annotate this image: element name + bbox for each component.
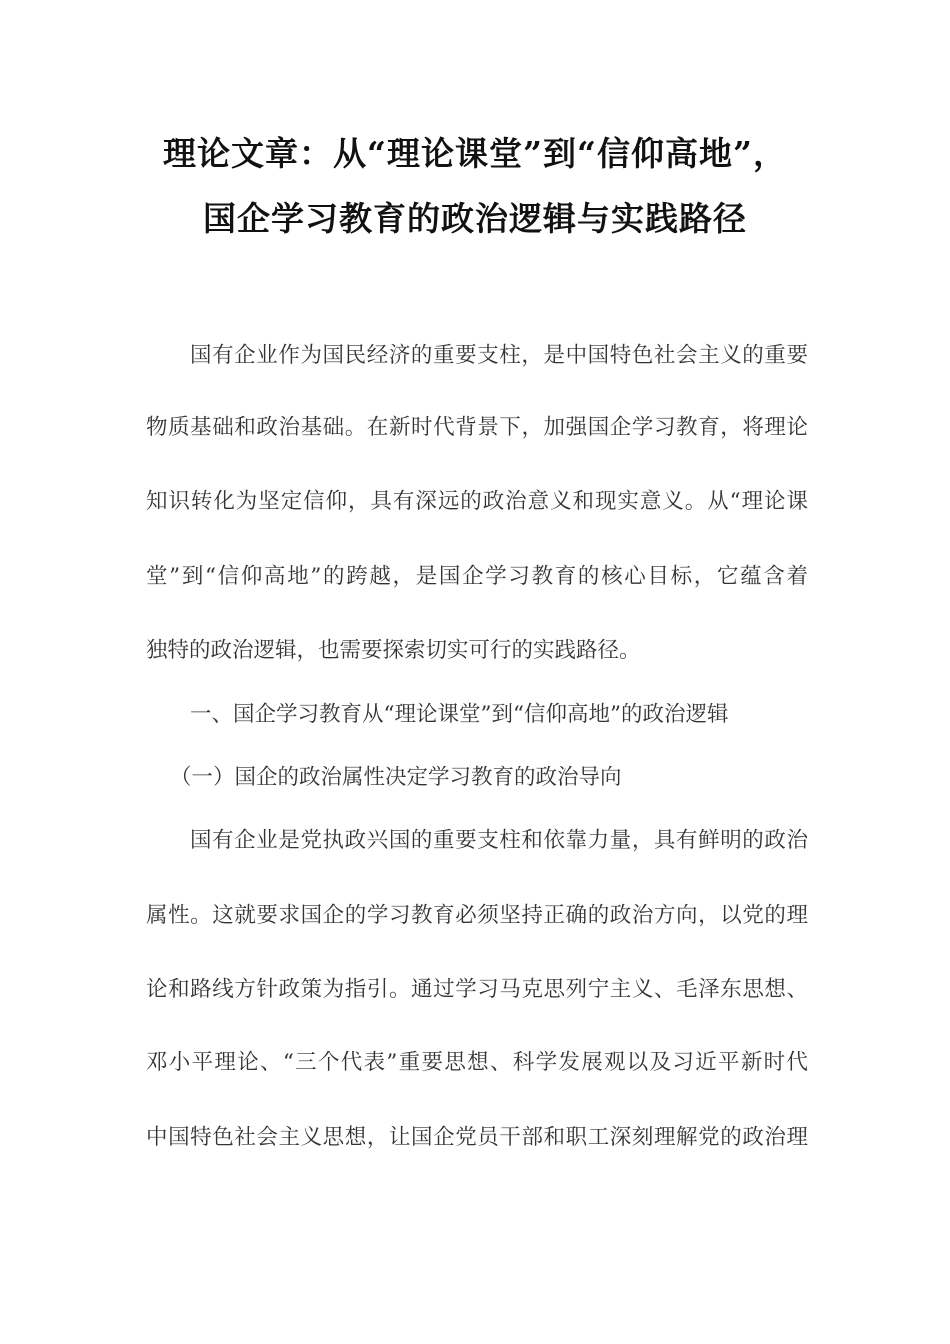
section-heading: 一、国企学习教育从“理论课堂”到“信仰高地”的政治逻辑 — [190, 702, 729, 727]
text-line: 堂”到“信仰高地”的跨越，是国企学习教育的核心目标，它蕴含着 — [146, 564, 808, 589]
text-line: 论和路线方针政策为指引。通过学习马克思列宁主义、毛泽东思想、 — [146, 977, 808, 1002]
text-line: 国有企业作为国民经济的重要支柱，是中国特色社会主义的重要 — [190, 343, 808, 368]
document-title-line-1: 理论文章：从“理论课堂”到“信仰高地”， — [163, 134, 787, 173]
text-line: 独特的政治逻辑，也需要探索切实可行的实践路径。 — [146, 638, 641, 663]
text-line: 物质基础和政治基础。在新时代背景下，加强国企学习教育，将理论 — [146, 415, 808, 440]
text-line: 知识转化为坚定信仰，具有深远的政治意义和现实意义。从“理论课 — [146, 489, 808, 514]
text-line: 邓小平理论、“三个代表”重要思想、科学发展观以及习近平新时代 — [146, 1050, 808, 1075]
document-title-line-2: 国企学习教育的政治逻辑与实践路径 — [203, 199, 747, 238]
text-line: 属性。这就要求国企的学习教育必须坚持正确的政治方向，以党的理 — [146, 903, 808, 928]
text-line: 中国特色社会主义思想，让国企党员干部和职工深刻理解党的政治理 — [146, 1125, 808, 1150]
text-line: 国有企业是党执政兴国的重要支柱和依靠力量，具有鲜明的政治 — [190, 828, 808, 853]
subsection-heading: （一）国企的政治属性决定学习教育的政治导向 — [170, 765, 622, 790]
